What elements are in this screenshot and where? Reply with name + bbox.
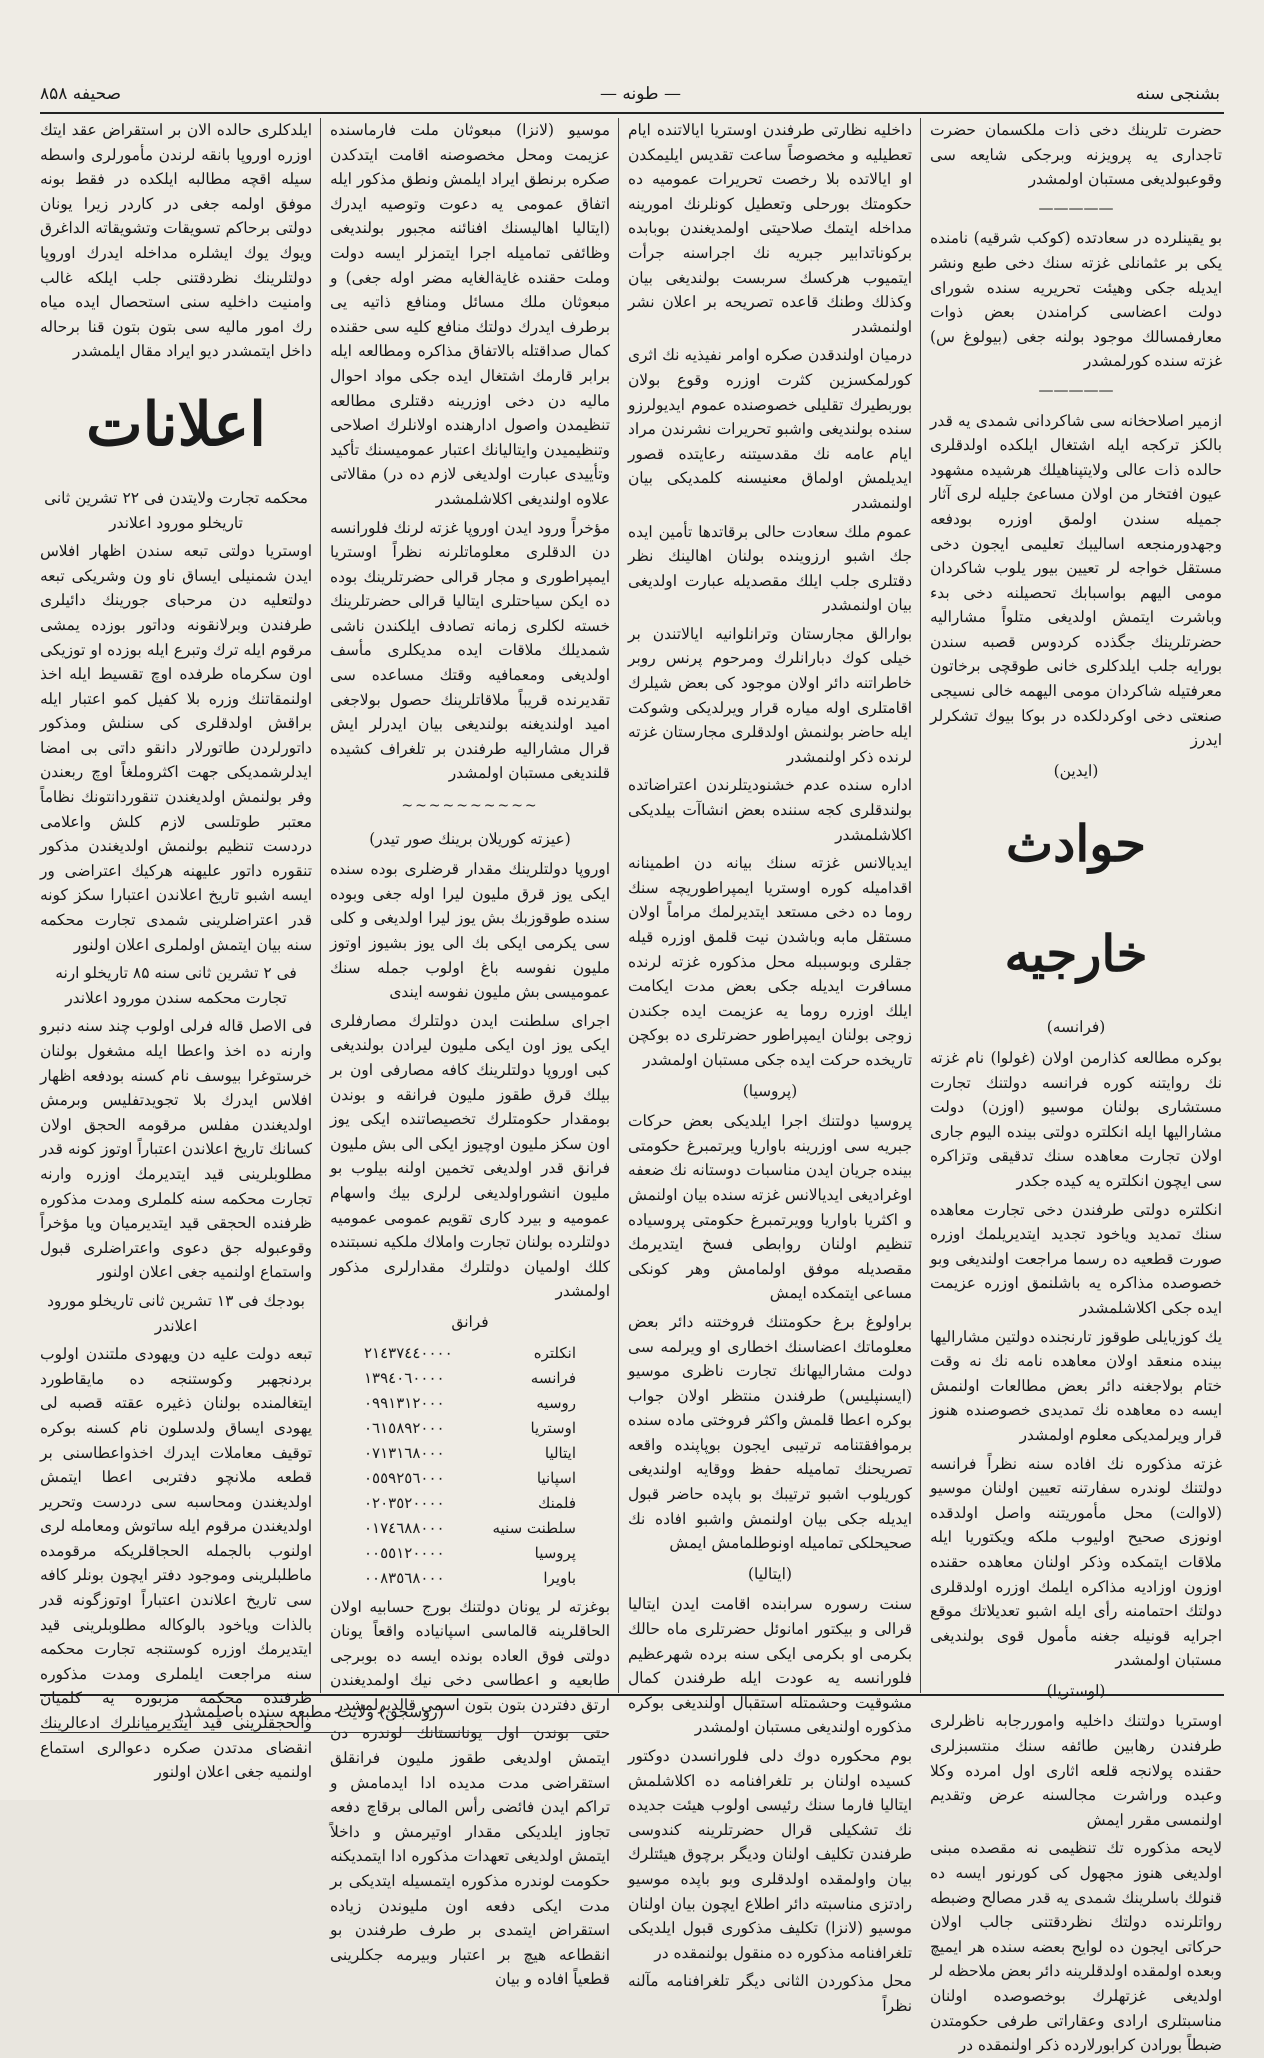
paragraph: فی الاصل قاله فرلی اولوب چند سنه دنبرو وارنه ده اخذ واعطا ایله مشغول بولنان خرستوغرا بیوسف نام كسنه بودفعه اظهار افلاس ایدرك بلا تجویدتفلیس وبرمش اولدیغندن مفلس مرقومه الحجق اولان كسانك تاریخ اعلاندن اعتباراً اوتوز كونه قدر مطلوبلرینی قید ایتدیرمك اوزره وارنه تجارت محكمه سنه كلملری ومدت مذكوره ظرفنده الحجقی قید ایتدیرمیان ویا مؤخراً وقوعبوله جق دعوی واعتراضلری قبول واستماع اولنمیه جغی اعلان اولنور [40, 1017, 312, 1282]
announcement-heading: بودجك فی ۱۳ تشرین ثانی تاریخلو مورود اعلاندر [47, 1291, 305, 1335]
paragraph: انكلتره دولتی طرفندن دخی تجارت معاهده سنك تمدید ویاخود تجدید ایتدیریلمك اوزره صورت قطعیه ده رسما مراجعت اولندیغی وبو خصوصده مذاكره یه باشلنمق اوزره عزیمت ایده جكی اكلاشلمشدر [930, 1200, 1222, 1317]
paragraph: اوستریا دولتنك داخلیه واموررجابه ناظرلری طرفندن رهابین طائفه سنك منتسبزلری حقنده پولانجه قلعه اثاری اول امرده وكلا وعبده وراشرت مجالسنه عرض وتقدیم اولنمسی مقرر ایمش [930, 1712, 1222, 1829]
paragraph: سنت رسوره سرابنده اقامت ایدن ایتالیا قرالی و بیكتور امانوئل حضرتلری ماه حالك بكرمی او بكرمی ایكی سنه برده شهرعظیم فلورانسه یه عودت ایله طرفندن كمال مشوقیت وحشمتله استقبال اولندیغی بوكره مذكوره اولندیغی مستبان اولمشدر [628, 1595, 912, 1737]
paragraph: اوروپا دولتلرینك مقدار قرضلری بوده سنده ایكی یوز قرق ملیون لیرا اوله جغی وبوده سنده طوقوزبك بش یوز لیرا اولدیغی و كلی سی یكرمی ایكی بك الی یوز بشیوز اوتوز ملیون نفوسه باغ اولوب جمله سنك عمومیسی بش ملیون نفوسه ایندی [330, 860, 610, 1002]
table-row: ٠٩٩١٣١٢٠٠٠ روسیه [364, 1393, 576, 1412]
paragraph: داخلیه نظارتی طرفندن اوستریا ایالاتنده ایام تعطیلیه و مخصوصاً ساعت تقدیس ایلیمكدن او ایالاتده بلا رخصت تحریرات عمومیه ده حكومتك بورحلی وتعطیل كونلرنك امورینه مداخله ایتمك صلاحیتی اولمدیغندن بوبابده بركوناتدابیر جبریه نك اجراسنه جرأت ایتمیوب هركسك سربست بولندیغی بیان وكذلك وطنك قاعده تصریحه بر اعلان نشر اولنمشدر [628, 121, 912, 336]
table-row: ٠٢٠٣٥٢٠٠٠٠ فلمنك [364, 1493, 576, 1512]
table-row: ٠٠٥٥١٢٠٠٠٠ پروسیا [364, 1543, 576, 1562]
header-page-number: صحیفه ۸۵۸ [40, 84, 122, 104]
paragraph: اجرای سلطنت ایدن دولتلرك مصارفلری ایكی یوز اون ایكی ملیون لیرادن بولندیغی كبی اوروپا دولتلرینك كافه مصارفی اون بر بیلك قرق طقوز ملیون فرانقه و بوندن بومقدار حكومتلرك تخصیصاتنده ایكی یوز اون سكز ملیون اوچیوز ایكی الی بش ملیون فرانق قدر اولدیغی تخمین اولنه بیلوب بو ملیون انشوراولدیغی لرلری بیك واسهام عمومیه و بیرد كاری تقویم عمومی عمومیه دولتلرده بولنان تجارت واملاك ملكیه نسبتنده كلك اولمیان دولتلرك مقدارلری مذكور اولمشدر [330, 1011, 610, 1301]
announcement-heading: فی ۲ تشرین ثانی سنه ۸۵ تاریخلو ارنه تجارت محكمه سندن مورود اعلاندر [55, 964, 297, 1007]
paragraph: براولوغ برغ حكومتنك فروختنه دائر بعض معلوماتك اعضاسنك اخطاری او ویرلمه سی دولت مشارالیهانك تجارت ناظری موسیو (ایسنپلیس) طرفندن منتظر اولان جواب بوكره اعطا قلمش واكثر فروختی ماده سنده برموافقتنامه ترتیبی ایجون بوپاپنده واقعه تصریحنك تمامیله حفظ ووقایه اولندیغی كوریلوب اشبو ترتیبك بو باپده حاضر قبول ایدیله جكی بیان اولنمش واشبو افاده نك صحیحلكی تمامیله اونوطلمامش ایمش [628, 1312, 912, 1553]
signature: (ایدین) [1053, 761, 1099, 780]
paragraph: غزته مذكوره نك افاده سنه نظراً فرانسه دولتنك لوندره سفارتنه تعیین اولنان موسیو (لاوالت) محل مأموریتنه واصل اولدقده اونوزی صحیح اولیوب ملكه ویكتوریا ایله ملاقات ایتمكده وذكر اولنان معاهده حقنده اوزون اوزادیه مذاكره ایلمك اوزره اولدقلری دولتك احتمامنه رأی ایله اشبو تعدیلاتك موقع اجرایه قونیله جغنه مأمول قوی بولندیغی مستبان اولمشدر [930, 1454, 1222, 1670]
paragraph: ازمیر اصلاحخانه سی شاكردانی شمدی یه قدر بالكز تركجه ایله اشتغال ایلكده اولدقلری حالده ذات عالی ولایتپناهیلك هرشیده مشهود عیون افتخار من اولان مساعئ جلیله لری آثار جمیله سندن اولمق اوزره بودفعه وجهدورمنجعه اسالیبك تعلیمی ایجون دخی مستقل خواجه لر تعیین بیور یلوب شاكردان مومی الیهم بواسبابك تحصیلنه دخی بدء وباشرت ایتمش اولدیغی متلواً مشارالیه حضرتلرینك جگذده كردوس قصبه سندن بورایه جلب ایلدكلری خانی طوقچی برخاتون معرفتیله شاكردان مومی الیهمه خالی نسیجی صنعتی دخی اوكردلكده در بوكا بیوك تشكرلر ایدرز [930, 411, 1222, 750]
table-row: ٠١٧٤٦٨٨٠٠٠ سلطنت سنیه [364, 1518, 576, 1537]
announcement-heading: محكمه تجارت ولایتدن فی ۲۲ تشرین ثانی تاریخلو مورود اعلاندر [44, 488, 308, 532]
table-row: ٠٦١٥٨٩٢٠٠٠ اوستریا [364, 1418, 576, 1437]
paragraph: محل مذكوردن الثانی دیگر تلغرافنامه مآلنه نظراً [628, 1972, 912, 2015]
paragraph: ایلدكلری حالده الان بر استقراض عقد ایتك اوزره اوروپا بانقه لرندن مأمورلری واسطه سیله اقچه مطالبه ایلكده در فقط بونه موفق اولمه جغی در كاردر زیرا یونان دولتی برحاكم تسویقات وتشویقاته الداغرق ویوك یوك ایشلره مداخله ایدرك اوروپا دولتلرینك نظردقتنی جلب ایلكه غالب وامنیت داخلیه سنی استحصال ایده میاه رك امور مالیه سی بتون بتون قنا برحاله داخل ایتمشدر دیو ایراد مقال ایلمشدر [40, 121, 312, 361]
paragraph: بو یقینلرده در سعادتده (كوكب شرقیه) نامنده یكی بر عثمانلی غزته سنك دخی طبع ونشر ایدیله جكی وهیئت تحریریه سنده شورای دولت اعضاسی كرامندن بعض ذوات معارفمسالك موجود بولنه جغی (بیولوغ س) غزته سنده كورلمشدر [930, 229, 1222, 371]
paragraph: اوستریا دولتی تبعه سندن اظهار افلاس ایدن شمنیلی ایساق ناو ون وشریكی تبعه دولتعلیه دن مرحبای جورینك دائیلری طرفندن وبرلانقونه وداتور بوزده یمشی مرقوم ایله ترك وتبرع ایله بوزده او توزیكی اون سكرماه طرفده اوچ تقسیط ایله اخذ اولنمقاتنك وزره بلا كفیل كمو اعتبار ایله براقش اولدقلری كی سنلش ومذكور داتورلردن طاتورلار دانقو داتی بی امضا ایدلرشمدیكی جهت اكثروملغاً اوچ ربعندن وفر بولنمش اولدیغندن تنقوردانتونك نظاماً معتبر طوتلسی لازم كلش واعلامی دردست تنظیم بولنمش اولدیغندن مذكور تنقوره داتور علیهنه هركیك اعتراضی ور ایسه اشبو تاریخ اعلاندن اعتبارا سكز كونه قدر اعتراضلرینی شمدی تجارت محكمه سنه بیان ایتمش اولملری اعلان اولنور [40, 542, 312, 954]
paragraph: تبعه دولت علیه دن ویهودی ملتندن اولوب بردنجهبر وكوستنجه ده مایقاطورد ایتغالمنده بولنان ذغیره عقته قصبه لی یهودی ایساق ولدسلون نام كسنه بوكره توقیف معاملات ایدرك اخذواعطاسنی بر قطعه ملانچو دفتربی اعطا ایتمش اولدیغندن ومحاسبه سی دردست وتحریر اولدیغندن مرقوم ایله ساتوش ومعامله لری اولنوب بالجمله الحجاقلریكه مرقومده ماطلبلرینی وموجود دفتر ایچون بونلر كافه سی تاریخ اعلاندن اعتباراً اوتوزگونه قدر بالذات ویاخود بالوكاله مطلوبلرینی قید ایتدیرمك اوزره كوستنجه تجارت محكمه سنه مراجعت ایلملری ومدت مذكوره ظرفنده محكمه مزبوره یه كلمیان والحجقلرینی قید ایتدیرمیانلرك ادعالرینك انقضای مدتدن صكره دعوالری استماع اولنمیه جغی اعلان اولنور [40, 1345, 312, 1782]
column-3 [330, 118, 610, 1989]
paragraph: لایحه مذكوره تك تنظیمی نه مقصده مبنی اولدیغی هنوز مجهول كی كورنور ایسه ده قنولك باسلرینك شمدی یه قدر مصالح وضبطه رواتلرنده دولتك نظردقتنی جالب اولان حركاتی ایجون ده لوایح بعضه سنده هر ایمیچ وبعده اولمقده اولدقلرینه دائر بعض ملاحظه لر اولدیغی غزتهلرك بوخصوصده اولنان مناسبتلری ارادی وعقاراتی طرفی حكومتدن ضبطاً بورادن كرابورلارده ذكر اولنمقده در [930, 1839, 1222, 2055]
section-heading: (عیزته كوریلان برینك صور تیدر) [369, 829, 571, 848]
paragraph: بوم محكوره دوك دلی فلورانسدن دوكتور كسیده اولنان بر تلغرافنامه ده اكلاشلمش ایتالیا فارما سنك رئیسی اولوب هیئت جدیده نك تشكیلی قرال حضرتلرینه كندوسی طرفندن تكلیف اولنان ودیگر برچوق هیئتلرك بیان واولمقده اولدقلری وبو باپده موسیو رادتزی مناسبته دائر اطلاع ایچون بیان اولنان موسیو (لانزا) تكلیف مذكوری قبول ایلدیكی تلغرافنامه مذكوره ده منقول بولنمقده در [628, 1747, 912, 1962]
paragraph: بوغزته لر یونان دولتنك بورج حسابیه اولان الحاقلرینه قالماسی اسپانیاده واقعاً یونان دولتی فوق العاده بونده ایسه ده بوبرجی طابعیه و اعطاسی دخی نیك اولمدیغندن ارتق دفتردن بتون بتون اسمی قالدیرلمشدر [330, 1597, 610, 1714]
paragraph: بوكره مطالعه كذارمن اولان (غولوا) نام غزته نك روایتنه كوره فرانسه دولتنك تجارت مستشاری بولنان موسیو (اوزن) دولت مشارالیها ایله انكلتره دولتی بینده الیوم جاری اولان تجارت معاهده سنك تدقیقی وتزاكره سی ایچون انكلتره یه كیده جكدر [930, 1049, 1222, 1190]
header-masthead: — طونه — [600, 84, 681, 104]
section-heading: (فرانسه) [1046, 1018, 1106, 1037]
header-rule [40, 112, 1224, 114]
footer-rule [40, 1694, 1224, 1696]
debt-table [330, 1341, 610, 1591]
section-divider: ~~~~~~~~~~ [401, 798, 539, 815]
paragraph: اداره سنده عدم خشنودیتلرندن اعتراضاتده بولندقلری كجه سننده بعض انشاآت بیلدیكی اكلاشلمشدر [628, 776, 912, 844]
section-title-announcements: اعلانات [86, 389, 266, 460]
table-row: ٠٠٨٣٥٦٨٠٠٠ باویرا [364, 1568, 576, 1587]
section-heading: (پروسیا) [742, 1081, 798, 1100]
paragraph: موسیو (لانزا) مبعوثان ملت فارماسنده عزیمت ومحل مخصوصنه اقامت ایتدكدن صكره برنطق ایراد ایلمش ونطق مذكور ایله اتفاق عمومی یه دعوت وتوصیه ایدرك (ایتالیا اهالیسنك افنائنه مجبور بولندیغی وظائفی تمامیله اجرا ایتمزلر ایسه دولت وملت حقنده غایةالغایه مضر اوله جغی) و مبعوثان ملك مسائل ومنافع ذاتیه یی برطرف ایدرك دولتك منافع كلیه سی حقنده كمال صداقتله بالاتفاق مذاكره ومطالعه ایله برابر قارمك اشتغال ایده جكی مواد احوال مالیه دن دخی اوزرینه دقتلری مطالعه تنظیمدن واصول ادارهنده اولانلرك اصلاحی وتنظیمیدن وایتالیانك اعتبار عمومیسنك تأكید وتأییدی عبارت اولدیغی لازم ده در) مقالاتی علاوه اولندیغی اكلاشلمشدر [330, 121, 610, 508]
section-divider: ————— [1038, 380, 1114, 399]
column-2 [628, 118, 912, 2015]
column-rule [920, 118, 921, 1693]
printer-imprint: (روسجق) ولایت مطبعه سنده باصلمشدر [175, 1702, 445, 1721]
paragraph: ایدیالانس غزته سنك بیانه دن اطمینانه اقدامیله كوره اوستریا ایمپراطوریچه سنك روما ده دخی مستعد ایتدیرلمك مراماً اولان مستقل مابه وباشدن نیت قلمق اوزره قیله جقلری وبوسببله محل مذكوره غزته لرنده مسافرت ایدیله جكی بعض مدت ایكامت ایلك اوزره روما یه عزیمت ایده جكندن زوجی بولنان ایمپراطور حضرتلری ده بوكچن تاریخده حركت ایده جكی مستبان اولمشدر [628, 854, 912, 1069]
section-heading: (ایتالیا) [748, 1564, 792, 1583]
table-row: ٠٥٥٩٢٥٦٠٠٠ اسپانیا [364, 1468, 576, 1487]
page-header [40, 84, 1220, 110]
paragraph: پروسیا دولتنك اجرا ایلدیكی بعض حركات جبریه سی اوزرینه باواریا ویرتمبرغ حكومتی بینده جریان ایدن مناسبات دوستانه نك ضعفه اوغرادیغی ایدیالانس غزته سنده بیان اولنمش و اكثریا باواریا وویرتمبرغ حكومتی پروسیاده تنظیم اولنان روابطی فسخ ایتدیرمك مقصدیله موفق اولمامش وهر كونكی مساعی ایتمكده ایمش [628, 1112, 912, 1303]
section-divider: ————— [1038, 198, 1114, 217]
paragraph: بوارالق مجارستان وترانلوانیه ایالاتندن بر خیلی كوك دبارانلرك ومرحوم پرنس روبر خاطراتنه دائر اولان موجود كی بعض شیلرك اقامتلری اوله میاره قرار ویرلدیكی وشوكت ایله حاضر بولنمش اولدقلری مجارستان غزته لرنده ذكر اولنمشدر [628, 624, 912, 766]
paragraph: درمیان اولندقدن صكره اوامر نفیذیه نك اثری كورلمكسزین كثرت اوزره وقوع بولان بوربطیرك تقلیلی خصوصنده عموم ایدیولرزو سنده بولندیغی واشبو تحریرات نشرندن مراد ایام عامه نك مقدسیتنه رعایتده قصور ایدیلمش اولماق معنیسنه كلمدیكی بیان اولنمشدر [628, 346, 912, 512]
section-title-foreign-news: حوادث خارجیه [1004, 814, 1148, 984]
table-row: ٢١٤٣٧٤٤٠٠٠٠ انكلتره [364, 1343, 576, 1362]
section-heading: (اوستریا) [1046, 1681, 1106, 1700]
paragraph: مؤخراً ورود ایدن اوروپا غزته لرنك فلورانسه دن الدقلری معلوماتلرنه نظراً اوستریا ایمپراطوری و مجار قرالی حضرتلرینك بوده ده ایكن سیاحتلری ایتالیا قرالی حضرتلرینك خسته لكلری زمانه تصادف ایلكندن ناشی شمدیلك ملاقات ایده مدیكلری مأسف اولدیغی ومعمافیه وقتك مساعده سی تقدیرنده قریباً ملاقاتلرینك حصول بولاجغی امید اولندیغنه بولندیغی بیان ایدرلر ایش قرال مشارالیه طرفندن بر تلغراف كشیده قلندیغی مستبان اولمشدر [330, 518, 610, 783]
footer-underline [40, 1732, 600, 1733]
column-rule [618, 118, 619, 1693]
column-rule [320, 118, 321, 1693]
header-year: بشنجی سنه [1135, 84, 1220, 104]
column-1 [930, 118, 1222, 2055]
table-row: ١٣٩٤٠٦٠٠٠٠ فرانسه [364, 1368, 576, 1387]
table-row: ٠٧١٣١٦٨٠٠٠ ایتالیا [364, 1443, 576, 1462]
paragraph: حتی بوندن اول یونانستانك لوندره دن ایتمش اولدیغی طقوز ملیون فرانقلق استقراضی مدت مدیده ادا ایدمامش و تراكم ایدن فائضی رأس المالی برقاچ دفعه تجاوز ایلدیكی مقدار اوتیرمش و داخلاً ایتمش اولدیغی تعهدات مذكوره ادا ایتمدیكنه حكومت لوندره مذكوره ایتمسیله ایتدیكی بر مدت ایكی دفعه اون ملیوندن زیاده استقراض ایتمدی بر طرف طرفندن بو انقطاعه هیچ بر اعتبار وبیرمه جكلرینی قطعیاً افاده و بیان [330, 1724, 610, 1989]
paragraph: یك كوزیایلی طوقوز تارنجنده دولتین مشارالیها بینده منعقد اولان معاهده نامه نك نه وقت ختام بولاجغنه دائر بعض مطالعات اولنمش ایسه ده معاهده نك تمدیدی خصوصنده هنوز قرار ویرلمدیكی معلوم اولمشدر [930, 1327, 1222, 1444]
stats-title: فرانق [451, 1312, 489, 1331]
paragraph: حضرت تلرینك دخی ذات ملكسمان حضرت تاجداری یه پرویزنه وبرجكی شایعه سی وقوعبولدیغی مستبان اولمشدر [930, 121, 1222, 189]
paragraph: عموم ملك سعادت حالی برقاتدها تأمین ایده جك اشبو ارزوینده بولنان اهالینك نظر دقتلری جلب ایلك مقصدیله عبارت اولدیغی بیان اولنمشدر [628, 522, 912, 615]
